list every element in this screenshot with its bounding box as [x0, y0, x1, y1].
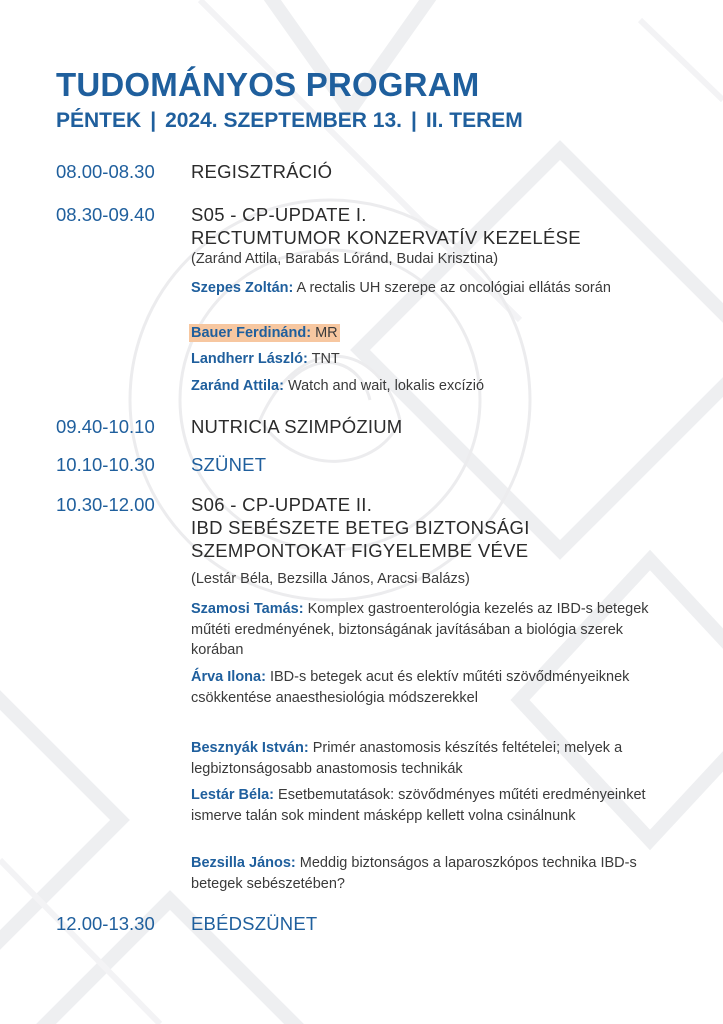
talk-topic: Primér anastomosis készítés feltételei; melyek a legbiztonságosabb anastomosis technikák — [191, 740, 623, 777]
time-slot: 10.30-12.00 — [56, 494, 155, 515]
session-chairs: (Zaránd Attila, Barabás Lóránd, Budai Krisztina) — [191, 251, 499, 267]
talk-topic: A rectalis UH szerepe az oncológiai ellátás során — [293, 280, 611, 296]
talk-item — [191, 278, 651, 299]
talk-topic: MR — [311, 325, 338, 341]
time-slot: 12.00-13.30 — [56, 913, 155, 934]
speaker-name: Szamosi Tamás: — [191, 601, 304, 617]
speaker-name: Zaránd Attila: — [191, 378, 284, 394]
program-item-title: SZÜNET — [191, 454, 267, 475]
talk-item — [191, 853, 651, 894]
speaker-name: Szepes Zoltán: — [191, 280, 294, 296]
time-slot: 10.10-10.30 — [56, 454, 155, 475]
talk-topic: Watch and wait, lokalis excízió — [283, 378, 485, 394]
session-code: S05 - CP-UPDATE I. — [191, 204, 367, 225]
page-title: TUDOMÁNYOS PROGRAM — [56, 66, 480, 103]
talk-topic: TNT — [307, 351, 340, 367]
time-slot: 08.30-09.40 — [56, 204, 155, 225]
session-title: RECTUMTUMOR KONZERVATÍV KEZELÉSE — [191, 227, 581, 248]
time-slot: 09.40-10.10 — [56, 416, 155, 437]
talk-topic: IBD-s betegek acut és elektív műtéti szövődményeiknek csökkentése anaesthesiológia módszerekkel — [191, 669, 630, 706]
speaker-name: Lestár Béla: — [191, 787, 275, 803]
separator: | — [411, 109, 417, 132]
room-label: II. TEREM — [425, 109, 523, 132]
speaker-name: Landherr László: — [191, 351, 308, 367]
talk-item — [191, 376, 651, 397]
day-label: PÉNTEK — [56, 109, 142, 132]
program-item-title: EBÉDSZÜNET — [191, 913, 318, 934]
talk-item — [191, 738, 651, 779]
talk-topic: Esetbemutatások: szövődményes műtéti eredményeinket ismerve talán sok mindent másképp kellett volna csinálnunk — [191, 787, 646, 824]
event-date-line — [56, 108, 523, 134]
separator: | — [150, 109, 157, 132]
session-title: IBD SEBÉSZETE BETEG BIZTONSÁGI — [191, 517, 530, 538]
talk-topic: Meddig biztonságos a laparoszkópos technika IBD-s betegek sebészetében? — [191, 855, 637, 892]
highlight-mark — [189, 324, 340, 342]
program-item-title: REGISZTRÁCIÓ — [191, 161, 333, 182]
speaker-name: Besznyák István: — [191, 740, 309, 756]
speaker-name: Árva Ilona: — [191, 669, 266, 685]
talk-item — [191, 667, 651, 708]
date-label: 2024. SZEPTEMBER 13. — [165, 109, 403, 132]
talk-topic: Komplex gastroenterológia kezelés az IBD-s betegek műtéti eredményének, biztonságának javításában a biológia szerek korában — [191, 601, 649, 658]
talk-item — [191, 785, 651, 826]
talk-item — [191, 599, 651, 661]
session-title: SZEMPONTOKAT FIGYELEMBE VÉVE — [191, 540, 529, 561]
speaker-name: Bauer Ferdinánd: — [191, 325, 312, 341]
program-item-title: NUTRICIA SZIMPÓZIUM — [191, 416, 403, 437]
session-chairs: (Lestár Béla, Bezsilla János, Aracsi Balázs) — [191, 571, 470, 587]
talk-item — [191, 349, 651, 370]
speaker-name: Bezsilla János: — [191, 855, 296, 871]
time-slot: 08.00-08.30 — [56, 161, 155, 182]
session-code: S06 - CP-UPDATE II. — [191, 494, 373, 515]
talk-item-highlighted — [191, 323, 651, 344]
